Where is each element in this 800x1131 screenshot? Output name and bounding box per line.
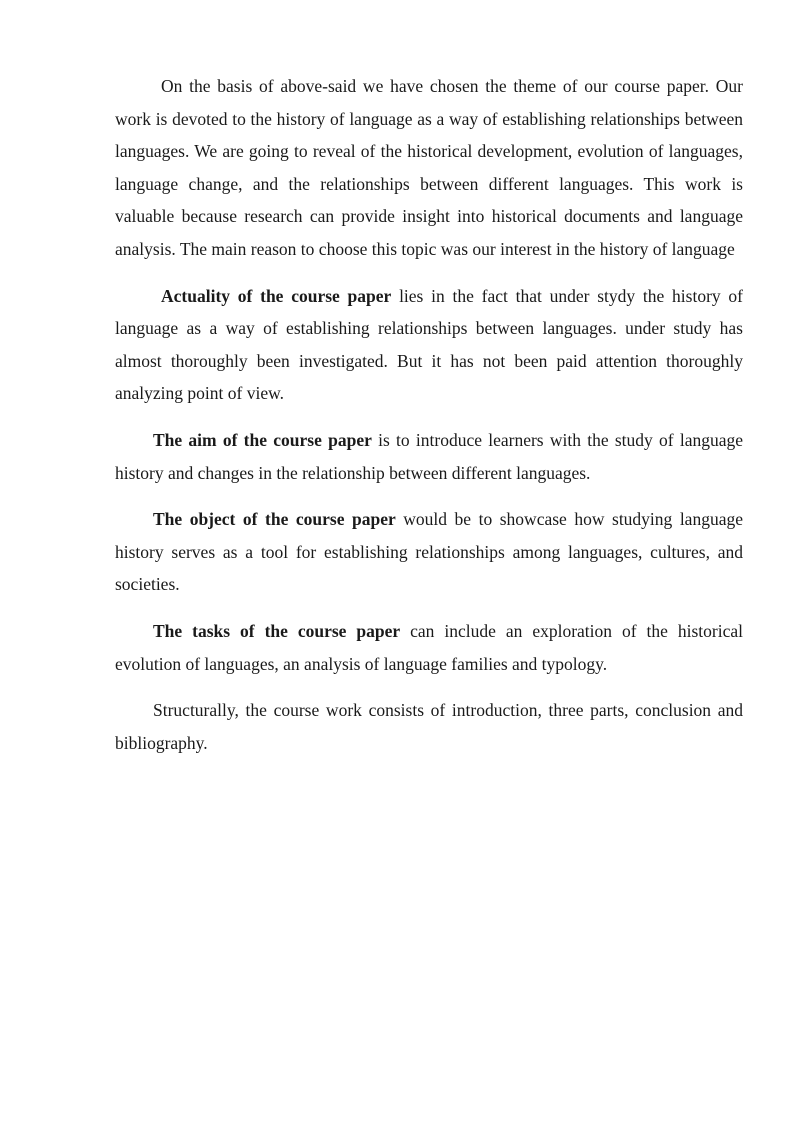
tasks-text: can include an exploration of the historical evolution of languages, an analysis of language families and typology. xyxy=(115,620,743,674)
paragraph-actuality xyxy=(115,280,743,410)
paragraph-structure xyxy=(115,694,743,759)
structure-text: Structurally, the course work consists of introduction, three parts, conclusion and bibliography. xyxy=(115,700,743,753)
document-page xyxy=(115,70,743,773)
paragraph-theme xyxy=(115,70,743,266)
paragraph-aim xyxy=(115,424,743,489)
paragraph-theme-text: On the basis of above-said we have chosen the theme of our course paper. Our work is devoted to the history of language as a way of establishing relationships between languages. We are going to reveal of the historical development, evolution of languages, language change, and the relationships between different languages. This work is valuable because research can provide insight into historical documents and language analysis. The main reason to choose this topic was our interest in the history of language xyxy=(115,76,743,259)
paragraph-tasks xyxy=(115,615,743,680)
actuality-text: lies in the fact that under stydy the history of language as a way of establishing relationships between languages. under study has almost thoroughly been investigated. But it has not been paid attention thoroughly analyzing point of view. xyxy=(115,285,743,404)
tasks-heading: The tasks of the course paper xyxy=(153,620,401,641)
object-heading: The object of the course paper xyxy=(153,509,396,530)
aim-text: is to introduce learners with the study of language history and changes in the relationship between different languages. xyxy=(115,429,743,483)
paragraph-object xyxy=(115,503,743,601)
actuality-heading: Actuality of the course paper xyxy=(161,285,392,306)
object-text: would be to showcase how studying language history serves as a tool for establishing relationships among languages, cultures, and societies. xyxy=(115,509,743,595)
aim-heading: The aim of the course paper xyxy=(153,429,372,450)
